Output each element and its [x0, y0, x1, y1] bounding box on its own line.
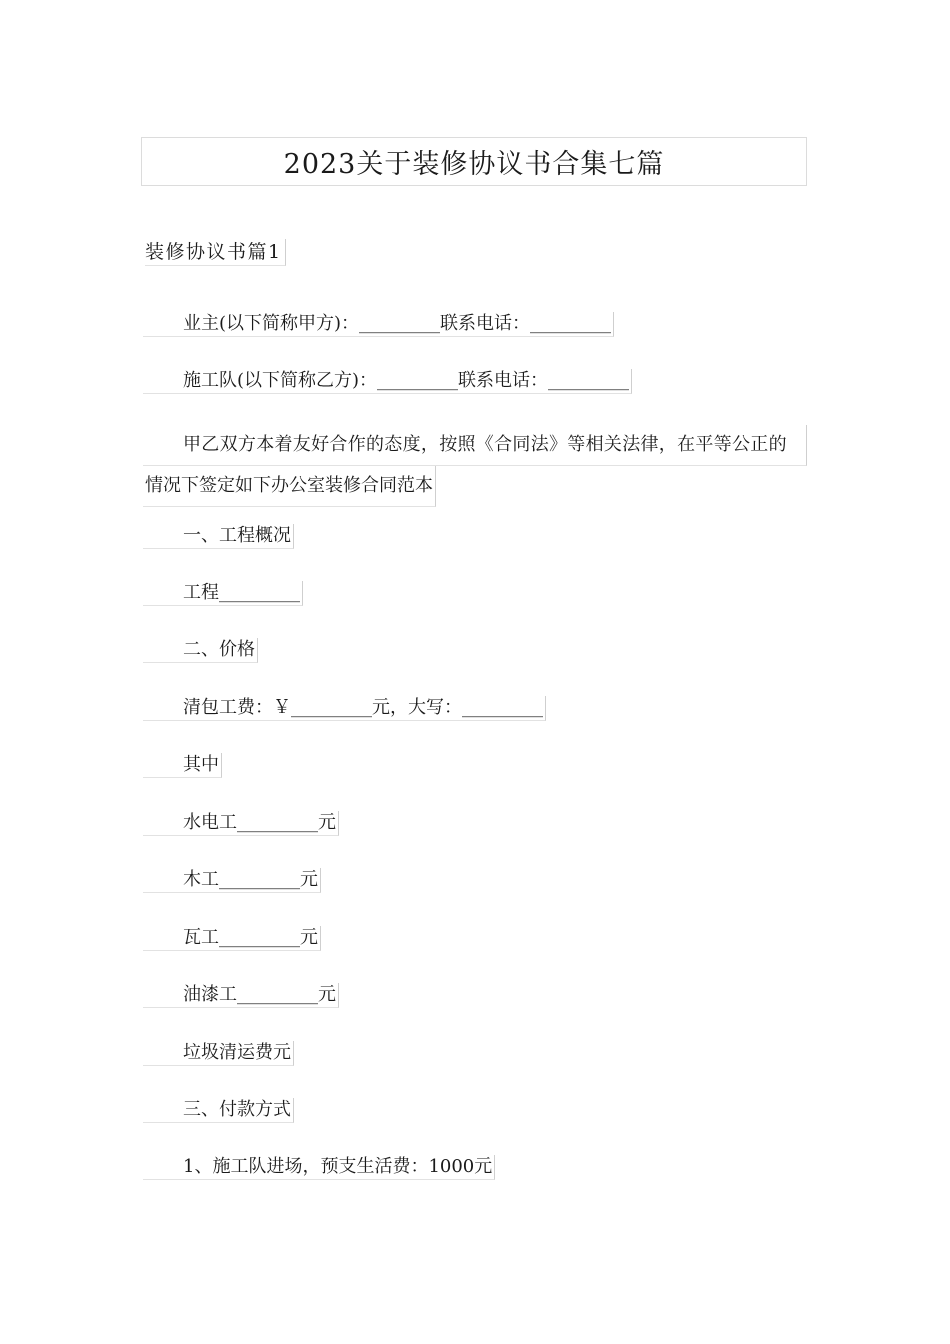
title-box — [141, 137, 807, 186]
project-field: 工程_________ — [143, 581, 303, 606]
item-wrap — [143, 926, 321, 951]
labor-fee-line: 清包工费：￥_________元，大写：_________ — [143, 696, 546, 721]
heading-project-overview: 一、工程概况 — [143, 524, 294, 549]
document-title: 2023关于装修协议书合集七篇 — [283, 149, 665, 180]
heading-payment-method: 三、付款方式 — [143, 1098, 294, 1123]
item-wrap — [143, 524, 294, 549]
item-wrap — [143, 983, 339, 1008]
intro-paragraph-line-2: 情况下签定如下办公室装修合同范本 — [143, 466, 436, 507]
item-wrap — [143, 696, 546, 721]
item-wrap — [143, 581, 303, 606]
item-wrap — [143, 811, 339, 836]
tiling-fee: 瓦工_________元 — [143, 926, 321, 951]
painting-fee: 油漆工_________元 — [143, 983, 339, 1008]
among-which-line: 其中 — [143, 753, 222, 778]
contractor-line-wrap — [143, 369, 632, 394]
payment-item-1: 1、施工队进场，预支生活费：1000元 — [143, 1155, 495, 1180]
section-title: 装修协议书篇1 — [145, 239, 286, 266]
item-wrap — [143, 638, 258, 663]
heading-price: 二、价格 — [143, 638, 258, 663]
intro-paragraph-line-1: 甲乙双方本着友好合作的态度，按照《合同法》等相关法律，在平等公正的 — [143, 425, 807, 466]
owner-line-wrap — [143, 312, 614, 337]
owner-line: 业主(以下简称甲方)：_________联系电话：_________ — [143, 312, 614, 337]
item-wrap — [143, 868, 321, 893]
intro-paragraph — [143, 425, 807, 507]
plumbing-electrical-fee: 水电工_________元 — [143, 811, 339, 836]
waste-removal-fee: 垃圾清运费元 — [143, 1041, 294, 1066]
contractor-line: 施工队(以下简称乙方)：_________联系电话：_________ — [143, 369, 632, 394]
item-wrap — [143, 1098, 294, 1123]
item-wrap — [143, 753, 222, 778]
item-wrap — [143, 1041, 294, 1066]
item-wrap — [143, 1155, 495, 1180]
carpentry-fee: 木工_________元 — [143, 868, 321, 893]
